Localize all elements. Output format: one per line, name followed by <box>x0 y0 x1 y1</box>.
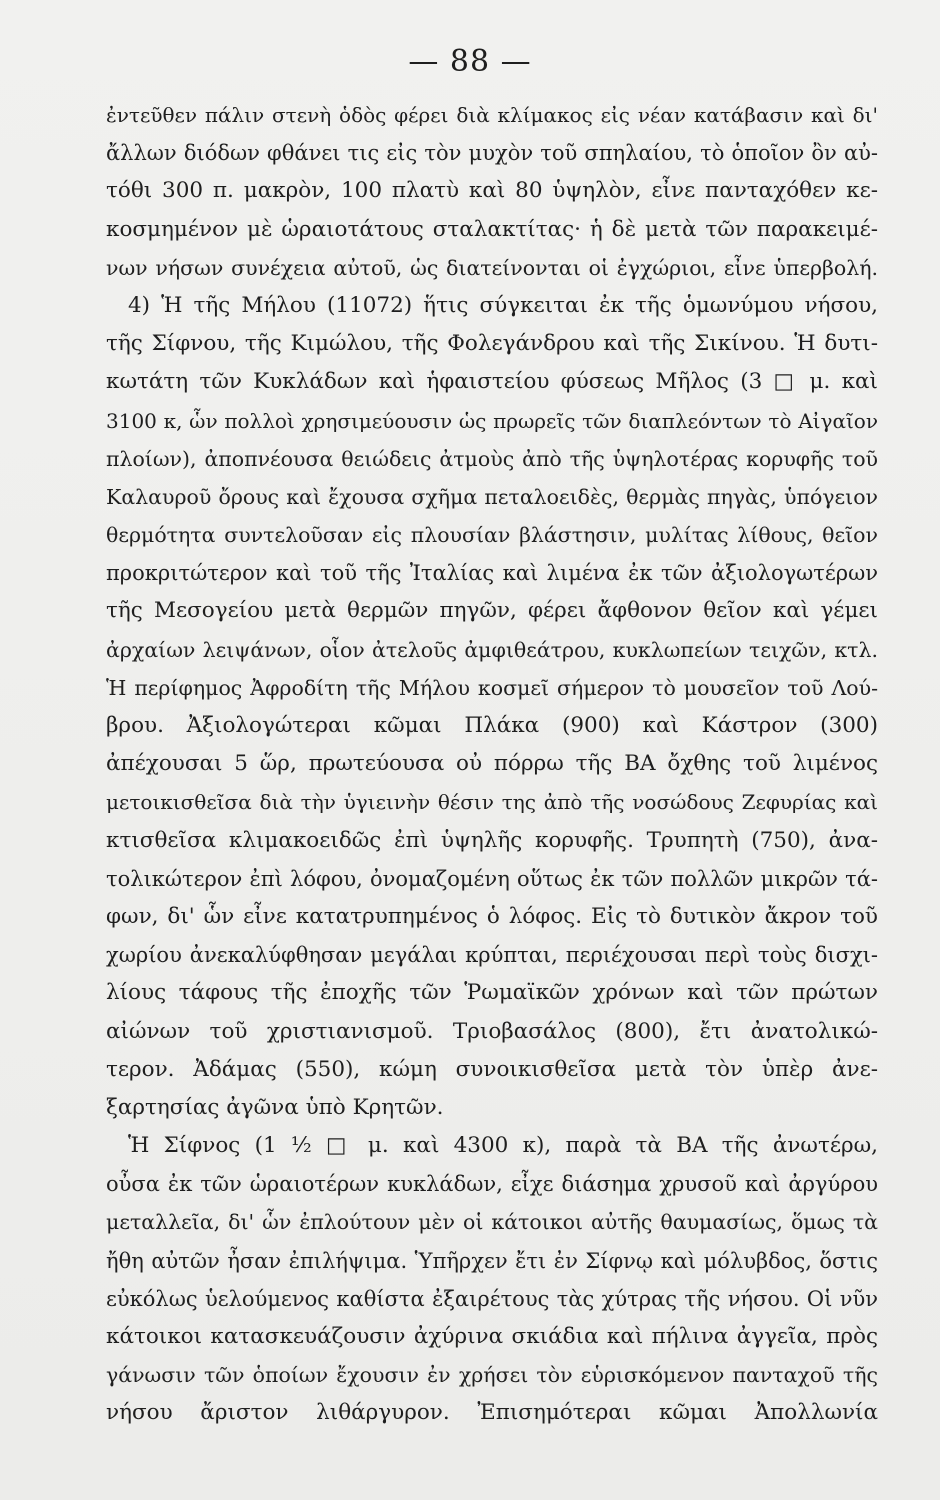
text-line: 3100 κ, ὧν πολλοὶ χρησιμεύουσιν ὡς πρωρεῖς τῶν διαπλεόντων τὸ Αἰγαῖον <box>106 408 878 433</box>
text-line: κωτάτη τῶν Κυκλάδων καὶ ἡφαιστείου φύσεως Μῆλος (3 □ μ. καὶ <box>106 369 878 395</box>
text-line: προκριτώτερον καὶ τοῦ τῆς Ἰταλίας καὶ λιμένα ἐκ τῶν ἀξιολογωτέρων <box>106 561 878 586</box>
text-line: Ἡ Σίφνος (1 ½ □ μ. καὶ 4300 κ), παρὰ τὰ ΒΑ τῆς ἀνωτέρω, <box>128 1133 878 1159</box>
text-line: θερμότητα συντελοῦσαν εἰς πλουσίαν βλάστησιν, μυλίτας λίθους, θεῖον <box>106 523 878 548</box>
text-line: μετοικισθεῖσα διὰ τὴν ὑγιεινὴν θέσιν της ἀπὸ τῆς νοσώδους Ζεφυρίας καὶ <box>106 790 878 815</box>
text-line: ἀρχαίων λειψάνων, οἷον ἀτελοῦς ἀμφιθεάτρου, κυκλωπείων τειχῶν, κτλ. <box>106 637 878 662</box>
text-line: τερον. Ἀδάμας (550), κώμη συνοικισθεῖσα μετὰ τὸν ὑπὲρ ἀνε- <box>106 1056 878 1082</box>
text-line: ἀπέχουσαι 5 ὥρ, πρωτεύουσα οὐ πόρρω τῆς ΒΑ ὄχθης τοῦ λιμένος <box>106 751 878 777</box>
text-line: οὖσα ἐκ τῶν ὡραιοτέρων κυκλάδων, εἶχε διάσημα χρυσοῦ καὶ ἀργύρου <box>106 1172 878 1197</box>
text-line: μεταλλεῖα, δι' ὧν ἐπλούτουν μὲν οἱ κάτοικοι αὐτῆς θαυμασίως, ὅμως τὰ <box>106 1210 878 1235</box>
body-text <box>106 96 878 1433</box>
text-line: τῆς Μεσογείου μετὰ θερμῶν πηγῶν, φέρει ἄφθονον θεῖον καὶ γέμει <box>106 598 878 624</box>
text-line: αἰώνων τοῦ χριστιανισμοῦ. Τριοβασάλος (800), ἔτι ἀνατολικώ- <box>106 1018 878 1044</box>
text-line: εὐκόλως ὑελούμενος καθίστα ἐξαιρέτους τὰς χύτρας τῆς νήσου. Οἱ νῦν <box>106 1286 878 1311</box>
text-line: ἤθη αὐτῶν ἦσαν ἐπιλήψιμα. Ὑπῆρχεν ἔτι ἐν Σίφνῳ καὶ μόλυβδος, ὅστις <box>106 1248 878 1273</box>
text-line: ἐντεῦθεν πάλιν στενὴ ὁδὸς φέρει διὰ κλίμακος εἰς νέαν κατάβασιν καὶ δι' <box>106 103 878 127</box>
text-line: Καλαυροῦ ὄρους καὶ ἔχουσα σχῆμα πεταλοειδὲς, θερμὰς πηγὰς, ὑπόγειον <box>106 484 878 509</box>
text-line: ξαρτησίας ἀγῶνα ὑπὸ Κρητῶν. <box>106 1094 444 1120</box>
text-line: ἄλλων διόδων φθάνει τις εἰς τὸν μυχὸν τοῦ σπηλαίου, τὸ ὁποῖον ὂν αὐ- <box>106 141 878 166</box>
text-line: χωρίου ἀνεκαλύφθησαν μεγάλαι κρύπται, περιέχουσαι περὶ τοὺς δισχι- <box>106 943 878 968</box>
text-line: κτισθεῖσα κλιμακοειδῶς ἐπὶ ὑψηλῆς κορυφῆς. Τρυπητὴ (750), ἀνα- <box>106 827 878 853</box>
text-line: τολικώτερον ἐπὶ λόφου, ὀνομαζομένη οὕτως ἐκ τῶν πολλῶν μικρῶν τά- <box>106 866 878 891</box>
text-line: λίους τάφους τῆς ἐποχῆς τῶν Ῥωμαϊκῶν χρόνων καὶ τῶν πρώτων <box>106 980 878 1006</box>
text-line: νων νήσων συνέχεια αὐτοῦ, ὡς διατείνονται οἱ ἐγχώριοι, εἶνε ὑπερβολή. <box>106 255 878 280</box>
text-line: φων, δι' ὧν εἶνε κατατρυπημένος ὁ λόφος. Εἰς τὸ δυτικὸν ἄκρον τοῦ <box>106 903 878 929</box>
page-number: — 88 — <box>408 44 532 79</box>
text-line: κοσμημένον μὲ ὡραιοτάτους σταλακτίτας· ἡ δὲ μετὰ τῶν παρακειμέ- <box>106 216 878 242</box>
text-line: τόθι 300 π. μακρὸν, 100 πλατὺ καὶ 80 ὑψηλὸν, εἶνε πανταχόθεν κε- <box>106 178 878 204</box>
text-line: βρου. Ἀξιολογώτεραι κῶμαι Πλάκα (900) καὶ Κάστρον (300) <box>106 713 878 738</box>
text-line: τῆς Σίφνου, τῆς Κιμώλου, τῆς Φολεγάνδρου καὶ τῆς Σικίνου. Ἡ δυτι- <box>106 331 878 357</box>
text-line: Ἡ περίφημος Ἀφροδίτη τῆς Μήλου κοσμεῖ σήμερον τὸ μουσεῖον τοῦ Λού- <box>106 675 878 700</box>
text-line: 4) Ἡ τῆς Μήλου (11072) ἥτις σύγκειται ἐκ τῆς ὁμωνύμου νήσου, <box>128 292 878 318</box>
text-line: νήσου ἄριστον λιθάργυρον. Ἐπισημότεραι κῶμαι Ἀπολλωνία <box>106 1400 878 1426</box>
text-line: γάνωσιν τῶν ὁποίων ἔχουσιν ἐν χρήσει τὸν εὑρισκόμενον πανταχοῦ τῆς <box>106 1363 878 1388</box>
text-line: πλοίων), ἀποπνέουσα θειώδεις ἀτμοὺς ἀπὸ τῆς ὑψηλοτέρας κορυφῆς τοῦ <box>106 446 878 471</box>
text-line: κάτοικοι κατασκευάζουσιν ἀχύρινα σκιάδια καὶ πήλινα ἀγγεῖα, πρὸς <box>106 1324 878 1349</box>
